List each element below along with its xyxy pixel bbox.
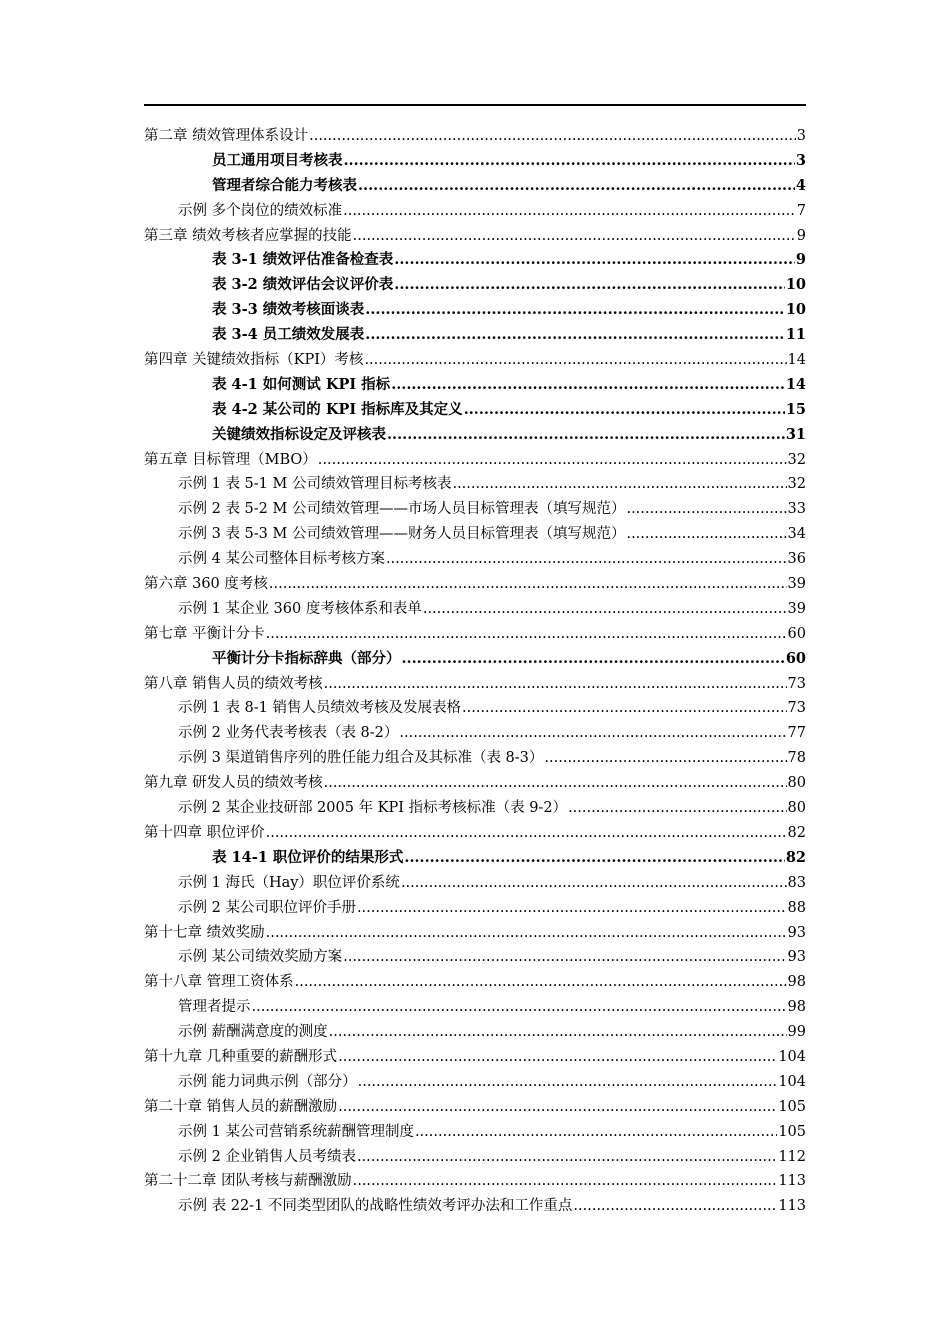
toc-entry[interactable] xyxy=(144,796,806,821)
toc-page-number: 77 xyxy=(787,725,806,742)
toc-leader-dots xyxy=(318,448,787,473)
toc-leader-dots xyxy=(452,472,786,497)
toc-page-number: 113 xyxy=(778,1198,806,1215)
toc-leader-dots xyxy=(338,1095,777,1120)
toc-page-number: 34 xyxy=(787,526,806,543)
toc-leader-dots xyxy=(357,896,787,921)
table-of-contents xyxy=(144,124,806,1219)
toc-page-number: 80 xyxy=(787,800,806,817)
toc-entry[interactable] xyxy=(144,149,806,174)
toc-page-number: 98 xyxy=(787,974,806,991)
toc-leader-dots xyxy=(364,348,786,373)
toc-entry-title: 第六章 360 度考核 xyxy=(144,576,268,593)
toc-entry[interactable] xyxy=(144,1020,806,1045)
toc-leader-dots xyxy=(462,696,787,721)
toc-page-number: 60 xyxy=(785,649,806,667)
toc-leader-dots xyxy=(343,945,786,970)
toc-page-number: 98 xyxy=(787,999,806,1016)
toc-entry-title: 示例 2 某企业技研部 2005 年 KPI 指标考核标准（表 9-2） xyxy=(178,800,568,817)
toc-entry[interactable] xyxy=(144,647,806,672)
toc-entry-title: 表 14-1 职位评价的结果形式 xyxy=(212,848,404,866)
toc-entry-title: 示例 4 某公司整体目标考核方案 xyxy=(178,551,385,568)
toc-leader-dots xyxy=(343,199,796,224)
toc-chapter-entry[interactable] xyxy=(144,348,806,373)
toc-entry[interactable] xyxy=(144,597,806,622)
toc-leader-dots xyxy=(626,522,786,547)
toc-entry-title: 表 3-1 绩效评估准备检查表 xyxy=(212,251,394,269)
toc-chapter-entry[interactable] xyxy=(144,224,806,249)
toc-page-number: 32 xyxy=(787,476,806,493)
toc-page-number: 93 xyxy=(787,924,806,941)
toc-entry[interactable] xyxy=(144,423,806,448)
toc-entry[interactable] xyxy=(144,696,806,721)
toc-leader-dots xyxy=(324,672,787,697)
toc-chapter-entry[interactable] xyxy=(144,1169,806,1194)
toc-leader-dots xyxy=(387,423,785,448)
toc-leader-dots xyxy=(329,1020,787,1045)
toc-entry-title: 示例 1 表 5-1 M 公司绩效管理目标考核表 xyxy=(178,476,452,493)
toc-leader-dots xyxy=(365,298,785,323)
toc-chapter-entry[interactable] xyxy=(144,1045,806,1070)
toc-page-number: 82 xyxy=(785,848,806,866)
toc-entry-title: 第十九章 几种重要的薪酬形式 xyxy=(144,1048,338,1065)
toc-chapter-entry[interactable] xyxy=(144,672,806,697)
toc-leader-dots xyxy=(295,970,787,995)
toc-entry-title: 示例 2 业务代表考核表（表 8-2） xyxy=(178,725,399,742)
toc-entry-title: 示例 表 22-1 不同类型团队的战略性绩效考评办法和工作重点 xyxy=(178,1198,573,1215)
toc-leader-dots xyxy=(266,821,787,846)
toc-entry-title: 第三章 绩效考核者应掌握的技能 xyxy=(144,227,352,244)
toc-entry[interactable] xyxy=(144,721,806,746)
toc-entry[interactable] xyxy=(144,995,806,1020)
toc-entry-title: 管理者综合能力考核表 xyxy=(212,176,357,194)
toc-leader-dots xyxy=(358,1070,778,1095)
toc-leader-dots xyxy=(404,846,784,871)
toc-leader-dots xyxy=(399,721,786,746)
toc-leader-dots xyxy=(423,597,787,622)
toc-chapter-entry[interactable] xyxy=(144,572,806,597)
toc-entry-title: 表 3-4 员工绩效发展表 xyxy=(212,326,365,344)
toc-page-number: 11 xyxy=(785,326,806,344)
toc-entry-title: 示例 2 表 5-2 M 公司绩效管理——市场人员目标管理表（填写规范） xyxy=(178,501,626,518)
toc-entry[interactable] xyxy=(144,945,806,970)
toc-entry-title: 示例 2 企业销售人员考绩表 xyxy=(178,1148,356,1165)
toc-page-number: 82 xyxy=(787,824,806,841)
toc-leader-dots xyxy=(394,248,795,273)
toc-leader-dots xyxy=(269,572,787,597)
toc-entry-title: 示例 3 渠道销售序列的胜任能力组合及其标准（表 8-3） xyxy=(178,750,544,767)
toc-entry[interactable] xyxy=(144,472,806,497)
toc-entry-title: 示例 1 某企业 360 度考核体系和表单 xyxy=(178,600,422,617)
toc-page-number: 104 xyxy=(778,1048,806,1065)
toc-entry-title: 表 4-1 如何测试 KPI 指标 xyxy=(212,375,391,393)
toc-leader-dots xyxy=(324,771,787,796)
toc-page-number: 10 xyxy=(785,301,806,319)
toc-leader-dots xyxy=(386,547,787,572)
toc-page-number: 31 xyxy=(785,425,806,443)
toc-entry-title: 示例 3 表 5-3 M 公司绩效管理——财务人员目标管理表（填写规范） xyxy=(178,526,626,543)
toc-page-number: 99 xyxy=(787,1024,806,1041)
toc-chapter-entry[interactable] xyxy=(144,622,806,647)
toc-entry-title: 第十四章 职位评价 xyxy=(144,824,265,841)
toc-page-number: 93 xyxy=(787,949,806,966)
toc-leader-dots xyxy=(573,1194,777,1219)
header-rule xyxy=(144,104,806,106)
toc-leader-dots xyxy=(252,995,787,1020)
toc-page-number: 80 xyxy=(787,775,806,792)
toc-leader-dots xyxy=(568,796,786,821)
toc-entry[interactable] xyxy=(144,1194,806,1219)
toc-leader-dots xyxy=(309,124,796,149)
toc-page-number: 3 xyxy=(795,151,806,169)
toc-entry-title: 第五章 目标管理（MBO） xyxy=(144,451,317,468)
toc-entry[interactable] xyxy=(144,522,806,547)
toc-entry-title: 第二章 绩效管理体系设计 xyxy=(144,128,309,144)
toc-entry-title: 第二十二章 团队考核与薪酬激励 xyxy=(144,1173,352,1190)
toc-entry-title: 关键绩效指标设定及评核表 xyxy=(212,425,386,443)
toc-entry-title: 示例 1 海氏（Hay）职位评价系统 xyxy=(178,874,400,891)
toc-entry[interactable] xyxy=(144,248,806,273)
toc-page-number: 15 xyxy=(785,400,806,418)
toc-page-number: 3 xyxy=(796,128,806,144)
toc-page-number: 39 xyxy=(787,576,806,593)
toc-leader-dots xyxy=(415,1120,777,1145)
toc-chapter-entry[interactable] xyxy=(144,921,806,946)
toc-entry[interactable] xyxy=(144,298,806,323)
toc-chapter-entry[interactable] xyxy=(144,771,806,796)
toc-entry-title: 平衡计分卡指标辞典（部分） xyxy=(212,649,401,667)
toc-chapter-entry[interactable] xyxy=(144,1095,806,1120)
toc-page-number: 7 xyxy=(796,202,806,219)
toc-entry-title: 第九章 研发人员的绩效考核 xyxy=(144,775,323,792)
toc-entry-title: 第八章 销售人员的绩效考核 xyxy=(144,675,323,692)
toc-page-number: 39 xyxy=(787,600,806,617)
toc-chapter-entry[interactable] xyxy=(144,448,806,473)
toc-page-number: 60 xyxy=(787,625,806,642)
toc-page-number: 36 xyxy=(787,551,806,568)
toc-page-number: 14 xyxy=(787,352,806,369)
toc-page-number: 105 xyxy=(778,1123,806,1140)
toc-page-number: 83 xyxy=(787,874,806,891)
toc-entry-title: 示例 薪酬满意度的测度 xyxy=(178,1024,328,1041)
toc-leader-dots xyxy=(338,1045,777,1070)
toc-entry[interactable] xyxy=(144,174,806,199)
toc-entry-title: 表 4-2 某公司的 KPI 指标库及其定义 xyxy=(212,400,463,418)
toc-leader-dots xyxy=(266,622,787,647)
toc-page-number: 33 xyxy=(787,501,806,518)
toc-leader-dots xyxy=(464,398,785,423)
toc-page-number: 113 xyxy=(778,1173,806,1190)
toc-entry-title: 第二十章 销售人员的薪酬激励 xyxy=(144,1098,338,1115)
toc-page-number: 10 xyxy=(785,276,806,294)
toc-entry-title: 第十七章 绩效奖励 xyxy=(144,924,265,941)
toc-entry[interactable] xyxy=(144,1145,806,1170)
toc-entry[interactable] xyxy=(144,273,806,298)
toc-leader-dots xyxy=(365,323,785,348)
toc-entry[interactable] xyxy=(144,846,806,871)
toc-entry[interactable] xyxy=(144,323,806,348)
toc-entry-title: 示例 1 某公司营销系统薪酬管理制度 xyxy=(178,1123,414,1140)
toc-entry-title: 第七章 平衡计分卡 xyxy=(144,625,265,642)
toc-entry-title: 示例 2 某公司职位评价手册 xyxy=(178,899,356,916)
toc-entry[interactable] xyxy=(144,871,806,896)
toc-page-number: 112 xyxy=(778,1148,806,1165)
toc-leader-dots xyxy=(344,149,795,174)
toc-entry-title: 表 3-2 绩效评估会议评价表 xyxy=(212,276,394,294)
toc-leader-dots xyxy=(357,1145,777,1170)
toc-page-number: 32 xyxy=(787,451,806,468)
toc-entry-title: 第四章 关键绩效指标（KPI）考核 xyxy=(144,352,364,369)
toc-entry-title: 示例 多个岗位的绩效标准 xyxy=(178,202,343,219)
toc-page-number: 14 xyxy=(785,375,806,393)
toc-chapter-entry[interactable] xyxy=(144,970,806,995)
toc-page-number: 104 xyxy=(778,1073,806,1090)
toc-entry[interactable] xyxy=(144,1120,806,1145)
toc-chapter-entry[interactable] xyxy=(144,821,806,846)
toc-chapter-entry[interactable] xyxy=(144,124,806,149)
toc-leader-dots xyxy=(353,1169,778,1194)
toc-entry[interactable] xyxy=(144,398,806,423)
toc-leader-dots xyxy=(266,921,787,946)
toc-entry[interactable] xyxy=(144,199,806,224)
toc-entry-title: 示例 能力词典示例（部分） xyxy=(178,1073,357,1090)
toc-leader-dots xyxy=(391,373,785,398)
toc-leader-dots xyxy=(394,273,785,298)
toc-leader-dots xyxy=(626,497,786,522)
toc-leader-dots xyxy=(401,871,787,896)
toc-entry-title: 第十八章 管理工资体系 xyxy=(144,974,294,991)
toc-entry-title: 表 3-3 绩效考核面谈表 xyxy=(212,301,365,319)
toc-leader-dots xyxy=(544,746,786,771)
toc-leader-dots xyxy=(353,224,796,249)
toc-page-number: 4 xyxy=(795,176,806,194)
toc-page-number: 73 xyxy=(787,675,806,692)
toc-entry-title: 员工通用项目考核表 xyxy=(212,151,343,169)
toc-entry-title: 示例 某公司绩效奖励方案 xyxy=(178,949,343,966)
toc-page-number: 9 xyxy=(795,251,806,269)
toc-entry[interactable] xyxy=(144,497,806,522)
toc-page-number: 73 xyxy=(787,700,806,717)
toc-leader-dots xyxy=(358,174,795,199)
toc-entry[interactable] xyxy=(144,896,806,921)
toc-page-number: 105 xyxy=(778,1098,806,1115)
toc-page-number: 78 xyxy=(787,750,806,767)
toc-entry[interactable] xyxy=(144,1070,806,1095)
toc-page-number: 88 xyxy=(787,899,806,916)
toc-entry[interactable] xyxy=(144,547,806,572)
toc-entry[interactable] xyxy=(144,373,806,398)
toc-entry-title: 管理者提示 xyxy=(178,999,251,1016)
toc-leader-dots xyxy=(402,647,785,672)
toc-page-number: 9 xyxy=(796,227,806,244)
toc-entry[interactable] xyxy=(144,746,806,771)
toc-entry-title: 示例 1 表 8-1 销售人员绩效考核及发展表格 xyxy=(178,700,462,717)
